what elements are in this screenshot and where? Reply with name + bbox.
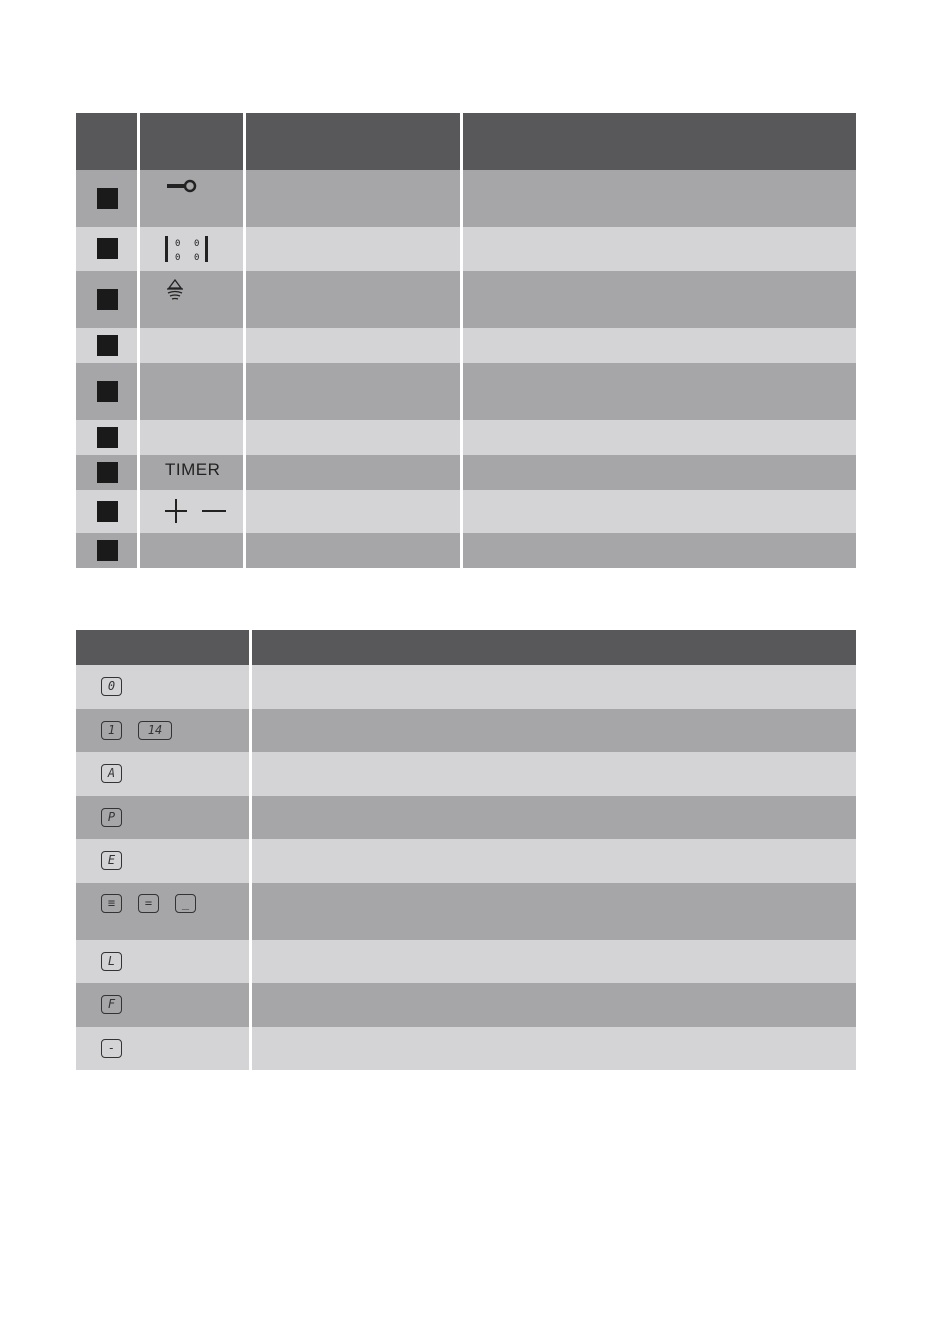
display-symbol: _ <box>175 894 196 913</box>
description-cell <box>463 363 856 420</box>
table-row <box>76 170 856 227</box>
row-number-cell <box>76 420 137 455</box>
display-symbol: 14 <box>138 721 172 740</box>
number-box <box>97 501 118 522</box>
function-cell <box>246 363 460 420</box>
table-row <box>76 455 856 490</box>
on-off-bars-icon <box>164 235 210 263</box>
display-cell <box>76 839 249 883</box>
display-symbol: E <box>101 851 122 870</box>
table-row <box>76 1027 856 1070</box>
display-cell <box>76 665 249 709</box>
svg-text:0: 0 <box>175 253 181 263</box>
sensor-cell <box>140 420 243 455</box>
display-cell <box>76 940 249 983</box>
plus-minus-icon <box>164 498 228 524</box>
svg-text:0: 0 <box>194 239 200 249</box>
table-row <box>76 983 856 1027</box>
sensor-cell <box>140 271 243 328</box>
display-symbol: - <box>101 1039 122 1058</box>
display-table-header <box>76 630 856 665</box>
table-row <box>76 709 856 752</box>
description-cell <box>463 170 856 227</box>
description-cell <box>252 796 856 839</box>
number-box <box>97 289 118 310</box>
number-box <box>97 427 118 448</box>
function-cell <box>246 533 460 568</box>
function-cell <box>246 227 460 271</box>
display-symbol: A <box>101 764 122 783</box>
description-cell <box>252 883 856 940</box>
number-box <box>97 188 118 209</box>
number-box <box>97 462 118 483</box>
display-cell <box>76 752 249 796</box>
number-box <box>97 238 118 259</box>
description-cell <box>252 752 856 796</box>
table-row <box>76 752 856 796</box>
hob-hood-icon <box>164 279 188 303</box>
function-cell <box>246 271 460 328</box>
display-cell <box>76 1027 249 1070</box>
description-cell <box>463 271 856 328</box>
display-symbol: = <box>138 894 159 913</box>
sensor-cell <box>140 455 243 490</box>
table-row <box>76 328 856 363</box>
sensor-cell <box>140 227 243 271</box>
description-cell <box>463 490 856 533</box>
number-box <box>97 540 118 561</box>
function-cell <box>246 455 460 490</box>
row-number-cell <box>76 533 137 568</box>
row-number-cell <box>76 271 137 328</box>
description-cell <box>252 665 856 709</box>
svg-text:0: 0 <box>194 253 200 263</box>
sensor-cell <box>140 170 243 227</box>
display-symbol: ≡ <box>101 894 122 913</box>
display-cell <box>76 883 249 940</box>
sensor-cell <box>140 328 243 363</box>
display-symbol: P <box>101 808 122 827</box>
header-cell-description <box>252 630 856 665</box>
header-cell-display <box>76 630 249 665</box>
function-cell <box>246 170 460 227</box>
function-cell <box>246 490 460 533</box>
display-cell <box>76 983 249 1027</box>
table-row <box>76 271 856 328</box>
description-cell <box>463 227 856 271</box>
description-cell <box>252 709 856 752</box>
header-cell-number <box>76 113 137 170</box>
description-cell <box>463 420 856 455</box>
description-cell <box>252 1027 856 1070</box>
table-row <box>76 533 856 568</box>
row-number-cell <box>76 363 137 420</box>
function-cell <box>246 328 460 363</box>
sensor-cell <box>140 490 243 533</box>
table-row <box>76 420 856 455</box>
row-number-cell <box>76 328 137 363</box>
description-cell <box>252 983 856 1027</box>
display-symbol: F <box>101 995 122 1014</box>
display-table <box>76 630 856 1070</box>
header-cell-function <box>246 113 460 170</box>
row-number-cell <box>76 227 137 271</box>
display-cell <box>76 796 249 839</box>
description-cell <box>252 940 856 983</box>
description-cell <box>463 455 856 490</box>
function-cell <box>246 420 460 455</box>
table-row <box>76 839 856 883</box>
row-number-cell <box>76 490 137 533</box>
table-row <box>76 883 856 940</box>
row-number-cell <box>76 170 137 227</box>
description-cell <box>463 533 856 568</box>
table-row <box>76 227 856 271</box>
number-box <box>97 335 118 356</box>
table-row <box>76 490 856 533</box>
row-number-cell <box>76 455 137 490</box>
controls-table <box>76 113 856 568</box>
display-cell <box>76 709 249 752</box>
timer-icon: TIMER <box>165 460 221 479</box>
display-symbol: L <box>101 952 122 971</box>
key-lock-icon <box>166 178 200 194</box>
display-symbol: 1 <box>101 721 122 740</box>
svg-text:0: 0 <box>175 239 181 249</box>
controls-table-header <box>76 113 856 170</box>
table-row <box>76 363 856 420</box>
header-cell-description <box>463 113 856 170</box>
sensor-cell <box>140 533 243 568</box>
sensor-cell <box>140 363 243 420</box>
header-cell-sensor <box>140 113 243 170</box>
table-row <box>76 940 856 983</box>
table-row <box>76 796 856 839</box>
description-cell <box>463 328 856 363</box>
description-cell <box>252 839 856 883</box>
number-box <box>97 381 118 402</box>
table-row <box>76 665 856 709</box>
display-symbol: 0 <box>101 677 122 696</box>
